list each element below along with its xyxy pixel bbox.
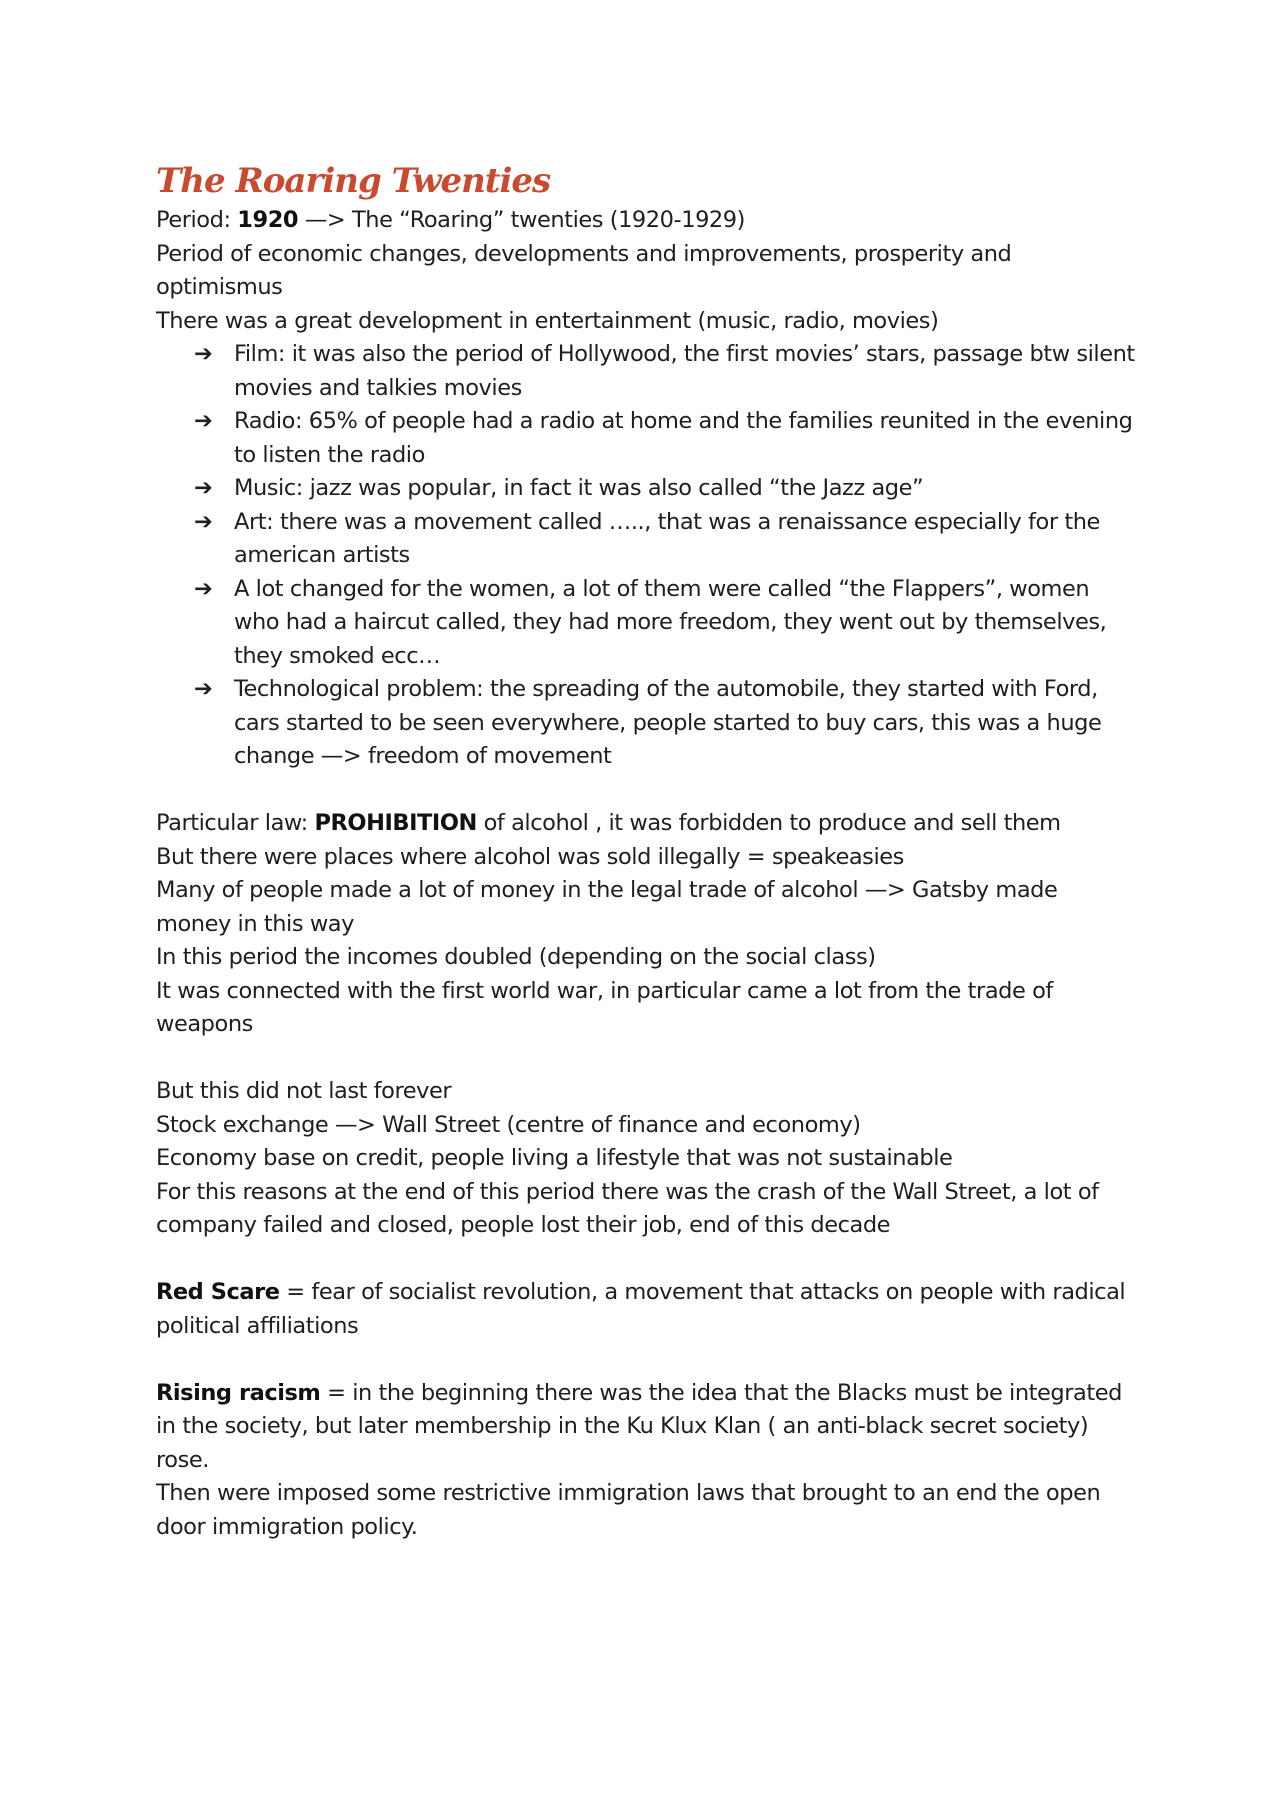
prohibition-label: Particular law: [156,810,315,836]
list-item [194,673,1136,774]
period-description: —> The “Roaring” twenties (1920-1929) [298,207,745,233]
immigration-line: Then were imposed some restrictive immigration laws that brought to an end the open door immigration policy. [156,1480,1101,1540]
war-line: It was connected with the first world war, in particular came a lot from the trade of weapons [156,977,1053,1037]
list-item-text: Art: there was a movement called ….., that was a renaissance especially for the american artists [234,508,1100,568]
list-item-text: Film: it was also the period of Hollywood, the first movies’ stars, passage btw silent movies and talkies movies [234,341,1135,401]
entertainment-line: There was a great development in entertainment (music, radio, movies) [156,307,939,334]
list-item-text: Music: jazz was popular, in fact it was also called “the Jazz age” [234,475,924,501]
list-item-text: A lot changed for the women, a lot of them were called “the Flappers”, women who had a haircut called, they had more freedom, they went out by themselves, they smoked ecc… [234,575,1107,669]
page-title: The Roaring Twenties [156,161,551,201]
arrow-icon: ➔ [194,508,213,535]
period-year: 1920 [237,207,299,233]
prohibition-description: of alcohol , it was forbidden to produce and sell them [476,810,1061,836]
paragraph-gap [156,1343,1136,1377]
racism-term: Rising racism [156,1379,321,1406]
racism-paragraph [156,1377,1136,1478]
prohibition-line [156,807,1136,841]
period-label: Period: [156,207,238,233]
paragraph-gap [156,1243,1136,1277]
incomes-line: In this period the incomes doubled (depending on the social class) [156,944,876,970]
red-scare-term: Red Scare [156,1279,280,1305]
arrow-icon: ➔ [194,575,213,602]
list-item-text: Technological problem: the spreading of the automobile, they started with Ford, cars started to be seen everywhere, people started to buy cars, this was a huge change —> freedom of movement [234,676,1102,769]
list-item [194,405,1136,472]
economic-changes-line: Period of economic changes, developments and improvements, prosperity and optimismus [156,240,1012,300]
arrow-icon: ➔ [194,408,213,434]
red-scare-paragraph [156,1276,1136,1343]
list-item [194,338,1136,405]
credit-line: Economy base on credit, people living a lifestyle that was not sustainable [156,1145,953,1171]
period-line [156,204,1136,238]
list-item-text: Radio: 65% of people had a radio at home and the families reunited in the evening to listen the radio [234,408,1133,468]
stock-exchange-line: Stock exchange —> Wall Street (centre of finance and economy) [156,1111,861,1138]
list-item [194,506,1136,573]
arrow-icon: ➔ [194,475,213,501]
speakeasies-line: But there were places where alcohol was sold illegally = speakeasies [156,843,904,870]
crash-line: For this reasons at the end of this period there was the crash of the Wall Street, a lot of company failed and closed, people lost their job, end of this decade [156,1178,1099,1238]
gatsby-line: Many of people made a lot of money in the legal trade of alcohol —> Gatsby made money in this way [156,877,1058,937]
list-item [194,573,1136,674]
arrow-icon: ➔ [194,676,213,702]
racism-description: = in the beginning there was the idea that the Blacks must be integrated in the society, but later membership in the Ku Klux Klan ( an anti-black secret society) rose. [156,1379,1122,1473]
red-scare-description: = fear of socialist revolution, a movement that attacks on people with radical political affiliations [156,1279,1126,1339]
paragraph-gap [156,774,1136,808]
paragraph-gap [156,1042,1136,1076]
prohibition-term: PROHIBITION [314,810,477,836]
last-forever-line: But this did not last forever [156,1078,452,1104]
document-page [156,158,1136,1544]
arrow-icon: ➔ [194,341,213,367]
list-item [194,472,1136,506]
entertainment-list [156,338,1136,774]
